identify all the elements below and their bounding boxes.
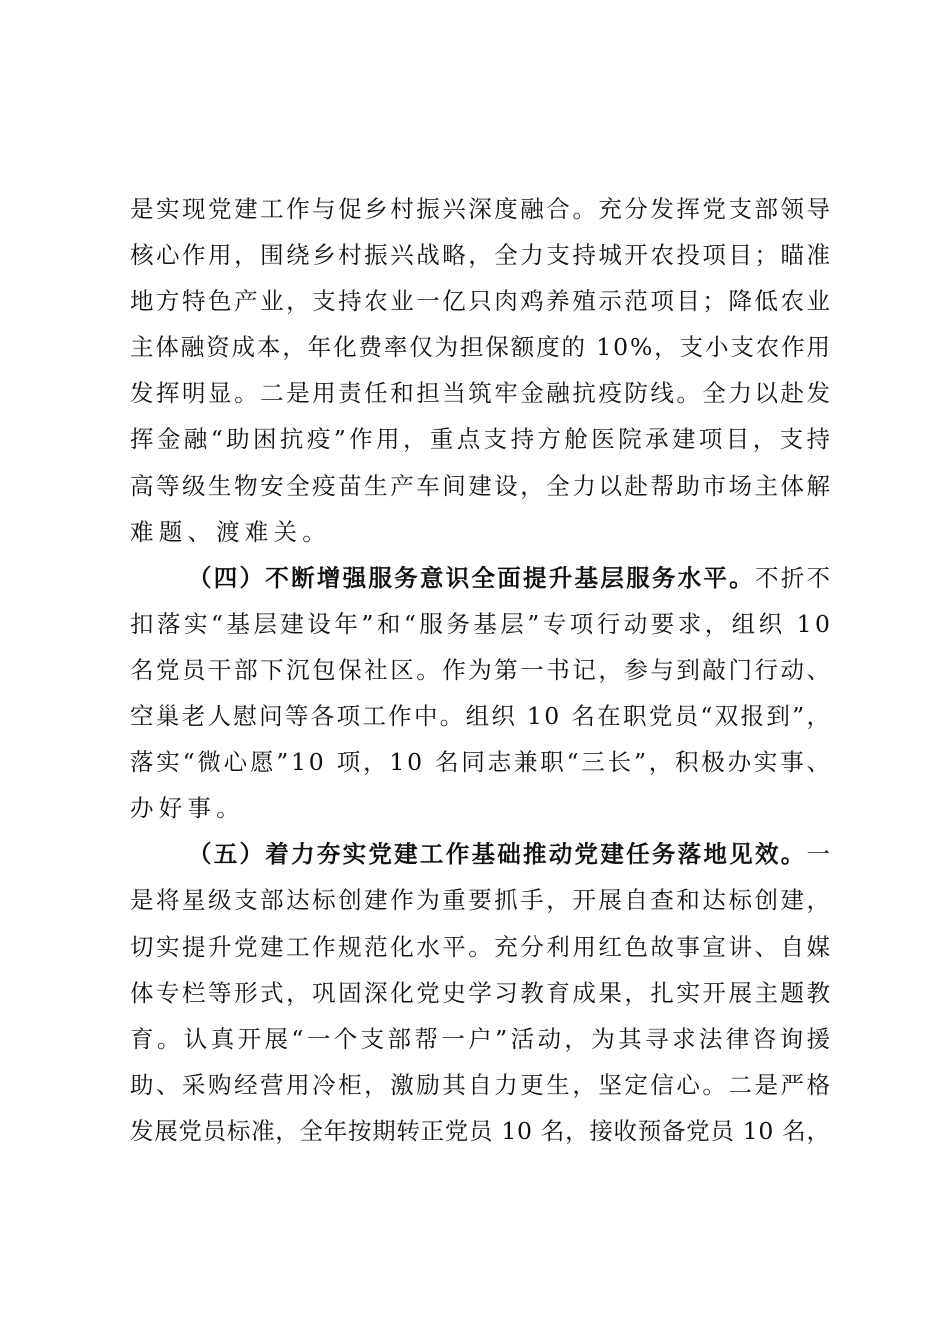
text-line: 切实提升党建工作规范化水平。充分利用红色故事宣讲、自媒 bbox=[130, 932, 833, 961]
text-line: 发展党员标准，全年按期转正党员 10 名，接收预备党员 10 名， bbox=[130, 1116, 831, 1145]
text-line: 挥金融“助困抗疫”作用，重点支持方舱医院承建项目，支持 bbox=[130, 425, 834, 454]
text-line: 落实“微心愿”10 项，10 名同志兼职“三长”，积极办实事、 bbox=[130, 748, 833, 777]
text-line: 高等级生物安全疫苗生产车间建设，全力以赴帮助市场主体解 bbox=[130, 471, 833, 500]
text-line: 办好事。 bbox=[130, 794, 245, 823]
text-line: 育。认真开展“一个支部帮一户”活动，为其寻求法律咨询援 bbox=[130, 1024, 834, 1053]
text-run: 不折不 bbox=[754, 563, 833, 592]
text-line: 核心作用，围绕乡村振兴战略，全力支持城开农投项目；瞄准 bbox=[130, 241, 833, 270]
text-line: 名党员干部下沉包保社区。作为第一书记，参与到敲门行动、 bbox=[130, 655, 833, 684]
paragraph-section-5 bbox=[130, 831, 834, 1154]
section-heading-line bbox=[130, 555, 833, 601]
section-heading: （五）着力夯实党建工作基础推动党建任务落地见效。 bbox=[188, 840, 807, 869]
text-line: 扣落实“基层建设年”和“服务基层”专项行动要求，组织 10 bbox=[130, 609, 834, 638]
text-line: 是将星级支部达标创建作为重要抓手，开展自查和达标创建， bbox=[130, 886, 833, 915]
section-heading: （四）不断增强服务意识全面提升基层服务水平。 bbox=[188, 563, 755, 592]
document-body bbox=[130, 186, 834, 1154]
text-line: 体专栏等形式，巩固深化党史学习教育成果，扎实开展主题教 bbox=[130, 978, 833, 1007]
text-line: 难题、渡难关。 bbox=[130, 517, 331, 546]
text-line: 主体融资成本，年化费率仅为担保额度的 10%，支小支农作用 bbox=[130, 333, 832, 362]
text-line: 发挥明显。二是用责任和担当筑牢金融抗疫防线。全力以赴发 bbox=[130, 379, 833, 408]
text-line: 地方特色产业，支持农业一亿只肉鸡养殖示范项目；降低农业 bbox=[130, 287, 833, 316]
paragraph-continued bbox=[130, 186, 834, 555]
paragraph-section-4 bbox=[130, 555, 834, 832]
section-heading-line bbox=[130, 831, 833, 877]
text-line: 助、采购经营用冷柜，激励其自力更生，坚定信心。二是严格 bbox=[130, 1070, 833, 1099]
text-run: 一 bbox=[806, 840, 833, 869]
text-line: 空巢老人慰问等各项工作中。组织 10 名在职党员“双报到”， bbox=[130, 702, 833, 731]
text-line: 是实现党建工作与促乡村振兴深度融合。充分发挥党支部领导 bbox=[130, 195, 833, 223]
